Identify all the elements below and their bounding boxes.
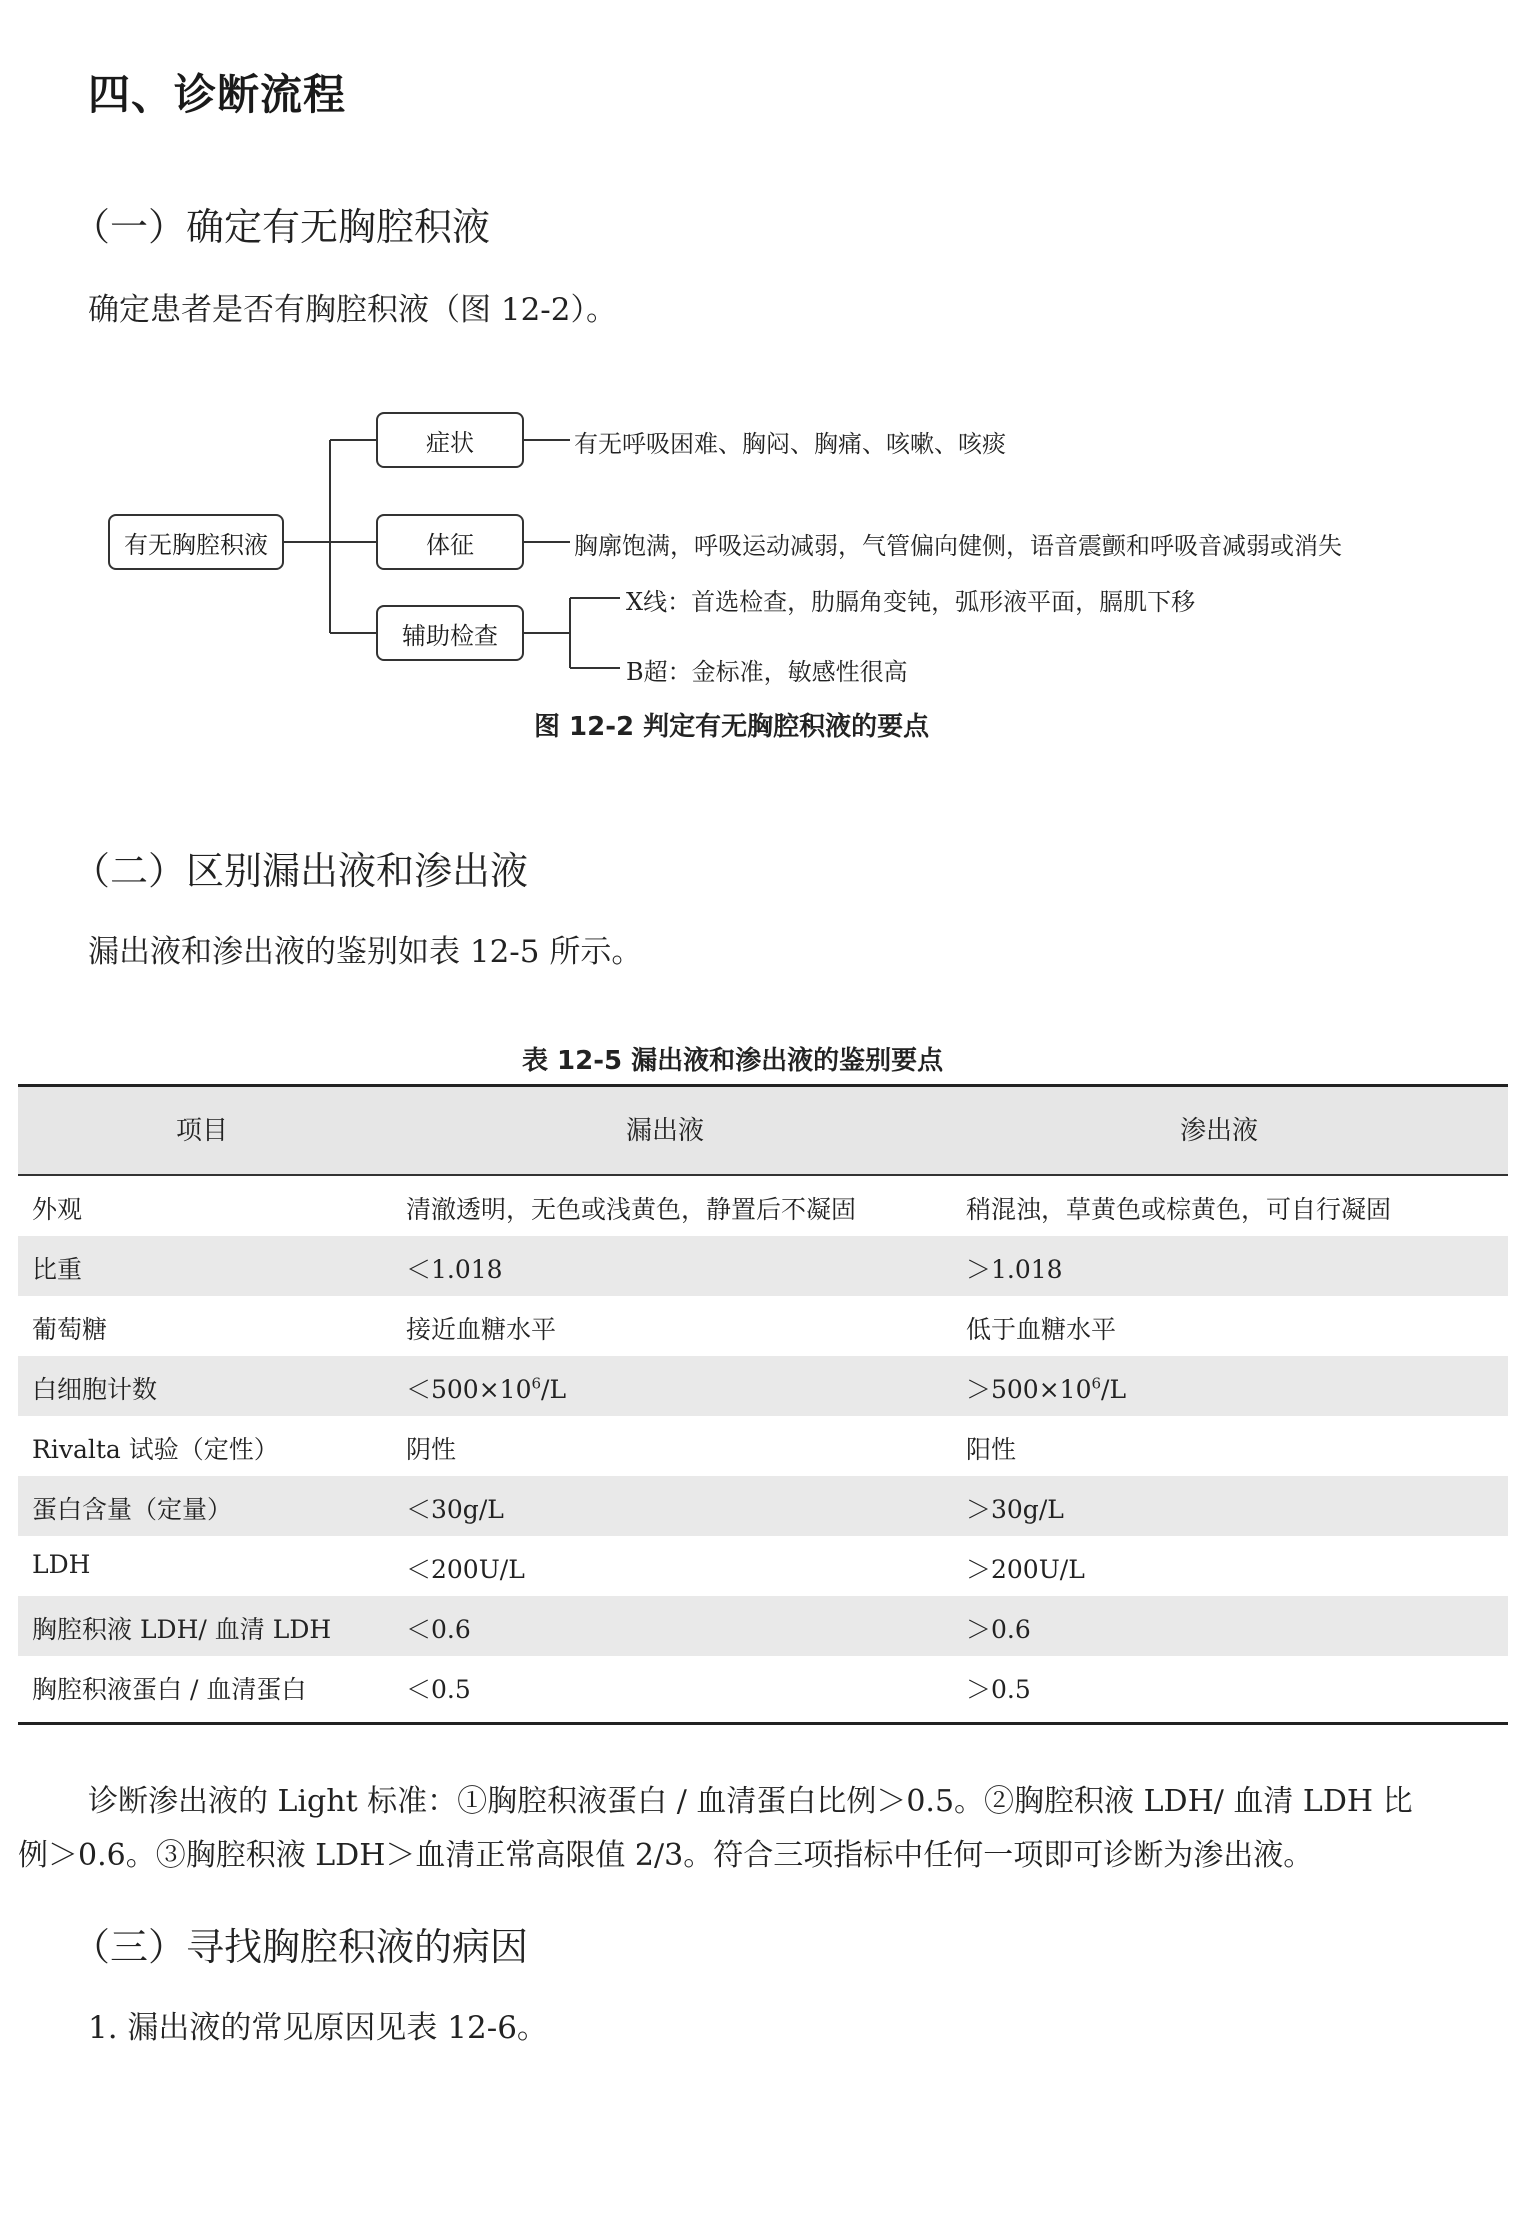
subsection-heading-1: （一）确定有无胸腔积液 bbox=[72, 205, 491, 249]
table-header-item: 项目 bbox=[176, 1116, 229, 1146]
table-row bbox=[18, 1356, 1508, 1416]
flow-detail-ultrasound: B超：金标准，敏感性很高 bbox=[626, 658, 908, 686]
table-cell: ＜30g/L bbox=[406, 1495, 504, 1524]
table-cell: ＜1.018 bbox=[406, 1255, 503, 1284]
table-cell: 稍混浊，草黄色或棕黄色，可自行凝固 bbox=[966, 1195, 1392, 1224]
table-row bbox=[18, 1236, 1508, 1296]
paragraph-1: 确定患者是否有胸腔积液（图 12-2）。 bbox=[88, 292, 617, 328]
flow-detail-xray: X线：首选检查，肋膈角变钝，弧形液平面，膈肌下移 bbox=[626, 588, 1196, 616]
table-cell: ＞0.5 bbox=[966, 1675, 1031, 1704]
table-cell: ＜200U/L bbox=[406, 1555, 525, 1584]
table-cell: ＜0.5 bbox=[406, 1675, 471, 1704]
table-cell: LDH bbox=[32, 1550, 91, 1579]
table-cell-wbc-transudate: $<500\times 10^6/L$ bbox=[406, 1374, 567, 1404]
table-row bbox=[18, 1656, 1508, 1716]
table-row bbox=[18, 1296, 1508, 1356]
table-row bbox=[18, 1176, 1508, 1236]
list-item-1: 1. 漏出液的常见原因见表 12-6。 bbox=[88, 2010, 548, 2046]
figure-caption: 图 12-2 判定有无胸腔积液的要点 bbox=[534, 712, 930, 742]
table-cell: ＜0.6 bbox=[406, 1615, 471, 1644]
table-header-exudate: 渗出液 bbox=[1180, 1116, 1259, 1146]
table-cell: ＞200U/L bbox=[966, 1555, 1085, 1584]
table-cell: 外观 bbox=[32, 1195, 83, 1224]
section-title: 四、诊断流程 bbox=[88, 70, 347, 119]
table-cell: 蛋白含量（定量） bbox=[32, 1495, 233, 1524]
table-cell: Rivalta 试验（定性） bbox=[32, 1435, 279, 1464]
table-cell: 胸腔积液蛋白 / 血清蛋白 bbox=[32, 1675, 307, 1704]
table-cell: ＞1.018 bbox=[966, 1255, 1063, 1284]
table-row bbox=[18, 1476, 1508, 1536]
light-criteria-line1: 诊断渗出液的 Light 标准：①胸腔积液蛋白 / 血清蛋白比例＞0.5。②胸腔积液 LDH/ 血清 LDH 比 bbox=[88, 1784, 1413, 1819]
table-top-rule bbox=[18, 1084, 1508, 1087]
table-cell: 清澈透明，无色或浅黄色，静置后不凝固 bbox=[406, 1195, 857, 1224]
table-header-transudate: 漏出液 bbox=[626, 1116, 705, 1146]
table-cell-wbc-exudate: $>500\times 10^6/L$ bbox=[966, 1374, 1127, 1404]
flow-node-symptoms: 症状 bbox=[376, 412, 524, 468]
table-row bbox=[18, 1416, 1508, 1476]
table-caption: 表 12-5 漏出液和渗出液的鉴别要点 bbox=[522, 1046, 944, 1076]
table-cell: ＞30g/L bbox=[966, 1495, 1064, 1524]
flow-node-aux-exam: 辅助检查 bbox=[376, 605, 524, 661]
table-header-bg bbox=[18, 1087, 1508, 1174]
table-cell: 阳性 bbox=[966, 1435, 1017, 1464]
subsection-heading-2: （二）区别漏出液和渗出液 bbox=[72, 849, 529, 893]
light-criteria-line2: 例＞0.6。③胸腔积液 LDH＞血清正常高限值 2/3。符合三项指标中任何一项即可诊断为渗出液。 bbox=[18, 1838, 1314, 1873]
table-row bbox=[18, 1596, 1508, 1656]
subsection-heading-3: （三）寻找胸腔积液的病因 bbox=[72, 1925, 529, 1969]
flow-root-node: 有无胸腔积液 bbox=[108, 514, 284, 570]
table-cell: 葡萄糖 bbox=[32, 1315, 108, 1344]
flow-node-signs: 体征 bbox=[376, 514, 524, 570]
table-cell: 接近血糖水平 bbox=[406, 1315, 557, 1344]
paragraph-2: 漏出液和渗出液的鉴别如表 12-5 所示。 bbox=[88, 934, 643, 970]
table-cell: 低于血糖水平 bbox=[966, 1315, 1117, 1344]
flow-detail-signs: 胸廓饱满，呼吸运动减弱，气管偏向健侧，语音震颤和呼吸音减弱或消失 bbox=[574, 532, 1342, 560]
table-bottom-rule bbox=[18, 1722, 1508, 1725]
table-cell: 胸腔积液 LDH/ 血清 LDH bbox=[32, 1615, 332, 1644]
table-cell: 阴性 bbox=[406, 1435, 457, 1464]
table-row bbox=[18, 1536, 1508, 1596]
table-cell: ＞0.6 bbox=[966, 1615, 1031, 1644]
flow-detail-symptoms: 有无呼吸困难、胸闷、胸痛、咳嗽、咳痰 bbox=[574, 430, 1006, 458]
table-cell: 白细胞计数 bbox=[32, 1375, 158, 1404]
table-cell: 比重 bbox=[32, 1255, 83, 1284]
